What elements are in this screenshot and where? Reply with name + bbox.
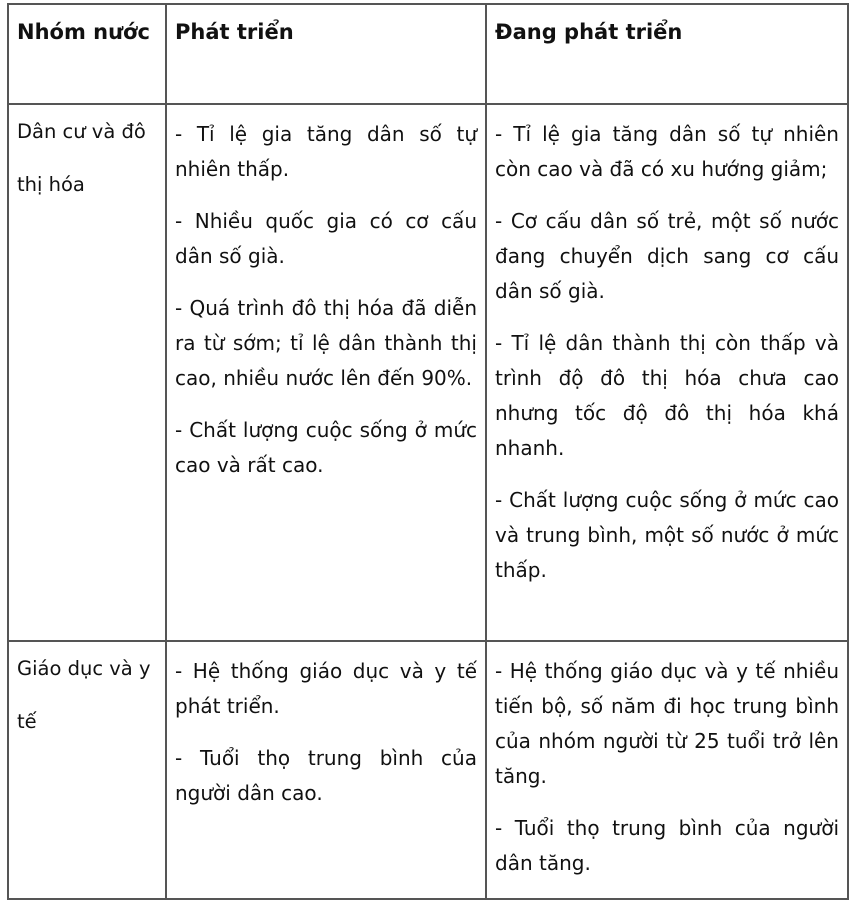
list-item: - Nhiều quốc gia có cơ cấu dân số già. [175,209,477,268]
list-item: - Tỉ lệ gia tăng dân số tự nhiên thấp. [175,122,477,181]
list-item: - Hệ thống giáo dục và y tế phát triển. [175,659,477,718]
list-item: - Chất lượng cuộc sống ở mức cao và rất cao. [175,418,477,477]
developed-cell [166,641,486,899]
list-item: - Tỉ lệ gia tăng dân số tự nhiên còn cao và đã có xu hướng giảm; [495,122,839,181]
header-country-group: Nhóm nước [8,4,166,104]
list-item: - Quá trình đô thị hóa đã diễn ra từ sớm; tỉ lệ dân thành thị cao, nhiều nước lên đến 90%. [175,296,477,390]
list-item: - Tuổi thọ trung bình của người dân tăng. [495,816,839,875]
header-row [8,4,848,104]
row-group-label: Dân cư và đô thị hóa [8,104,166,641]
comparison-table [7,3,849,900]
table-row [8,104,848,641]
list-item: - Tuổi thọ trung bình của người dân cao. [175,746,477,805]
header-developing: Đang phát triển [486,4,848,104]
developing-cell [486,104,848,641]
header-developed: Phát triển [166,4,486,104]
row-group-label: Giáo dục và y tế [8,641,166,899]
list-item: - Cơ cấu dân số trẻ, một số nước đang chuyển dịch sang cơ cấu dân số già. [495,209,839,303]
developing-cell [486,641,848,899]
list-item: - Tỉ lệ dân thành thị còn thấp và trình độ đô thị hóa chưa cao nhưng tốc độ đô thị hóa khá nhanh. [495,331,839,460]
table-row [8,641,848,899]
list-item: - Chất lượng cuộc sống ở mức cao và trung bình, một số nước ở mức thấp. [495,488,839,582]
developed-cell [166,104,486,641]
list-item: - Hệ thống giáo dục và y tế nhiều tiến bộ, số năm đi học trung bình của nhóm người từ 25 tuổi trở lên tăng. [495,659,839,788]
